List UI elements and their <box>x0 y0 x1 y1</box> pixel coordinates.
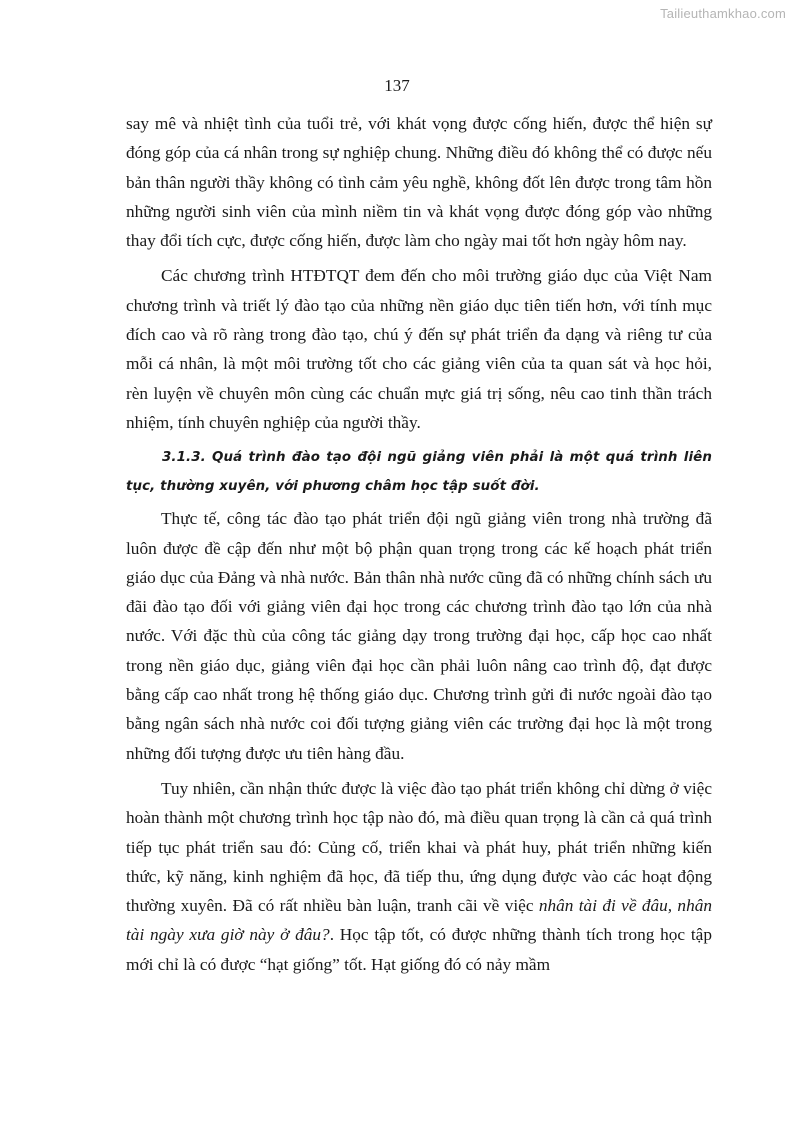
paragraph-tuy-nhien-text: Tuy nhiên, cần nhận thức được là việc đào tạo phát triển không chỉ dừng ở việc hoàn thành một chương trình học tập nào đó, mà điều quan trọng là cần cả quá trình tiếp tục phát triển sau đó: Củng cố, triển khai và phát huy, phát triển những kiến thức, kỹ năng, kinh nghiệm đã học, đã tiếp thu, ứng dụng được vào các hoạt động thường xuyên. Đã có rất nhiều bàn luận, tranh cãi về việc <box>126 778 712 916</box>
watermark: Tailieuthamkhao.com <box>660 6 786 21</box>
paragraph-tuy-nhien-text-end: . Học tập tốt, có được những thành tích trong học tập mới chỉ là có được “hạt giống” tốt. Hạt giống đó có nảy mầm <box>126 925 712 974</box>
paragraph-continuation: say mê và nhiệt tình của tuổi trẻ, với khát vọng được cống hiến, được thể hiện sự đóng góp của cá nhân trong sự nghiệp chung. Những điều đó không thể có được nếu bản thân người thầy không có tình cảm yêu nghề, không đốt lên được trong tâm hồn những người sinh viên của mình niềm tin và khát vọng được đóng góp vào những thay đổi tích cực, được cống hiến, được làm cho ngày mai tốt hơn ngày hôm nay. <box>126 114 712 251</box>
section-heading-3-1-3: 3.1.3. Quá trình đào tạo đội ngũ giảng viên phải là một quá trình liên tục, thường xuyên, với phương châm học tập suốt đời. <box>126 450 712 495</box>
paragraph-htdtqt: Các chương trình HTĐTQT đem đến cho môi trường giáo dục của Việt Nam chương trình và triết lý đào tạo của những nền giáo dục tiên tiến hơn, với tính mục đích cao và rõ ràng trong đào tạo, chú ý đến sự phát triển đa dạng và riêng tư của mỗi cá nhân, là một môi trường tốt cho các giảng viên của ta quan sát và học hỏi, rèn luyện về chuyên môn cùng các chuẩn mực giá trị sống, nêu cao tinh thần trách nhiệm, tính chuyên nghiệp của người thầy. <box>126 266 712 432</box>
page-number: 137 <box>384 76 410 95</box>
paragraph-tuy-nhien-italic: nhân tài đi về đâu, nhân tài ngày xưa giờ này ở đâu? <box>126 896 712 945</box>
paragraph-thuc-te: Thực tế, công tác đào tạo phát triển đội ngũ giảng viên trong nhà trường đã luôn được đề cập đến như một bộ phận quan trọng trong các kế hoạch phát triển giáo dục của Đảng và nhà nước. Bản thân nhà nước cũng đã có những chính sách ưu đãi đào tạo đối với giảng viên đại học trong các chương trình đào tạo lớn của nhà nước. Với đặc thù của công tác giảng dạy trong trường đại học, cấp học cao nhất trong nền giáo dục, giảng viên đại học cần phải luôn nâng cao trình độ, đạt được bằng cấp cao nhất trong hệ thống giáo dục. Chương trình gửi đi nước ngoài đào tạo bằng ngân sách nhà nước coi đối tượng giảng viên các trường đại học là một trong những đối tượng được ưu tiên hàng đầu. <box>126 509 712 763</box>
document-body <box>126 109 712 985</box>
paragraph-tuy-nhien <box>126 774 712 979</box>
